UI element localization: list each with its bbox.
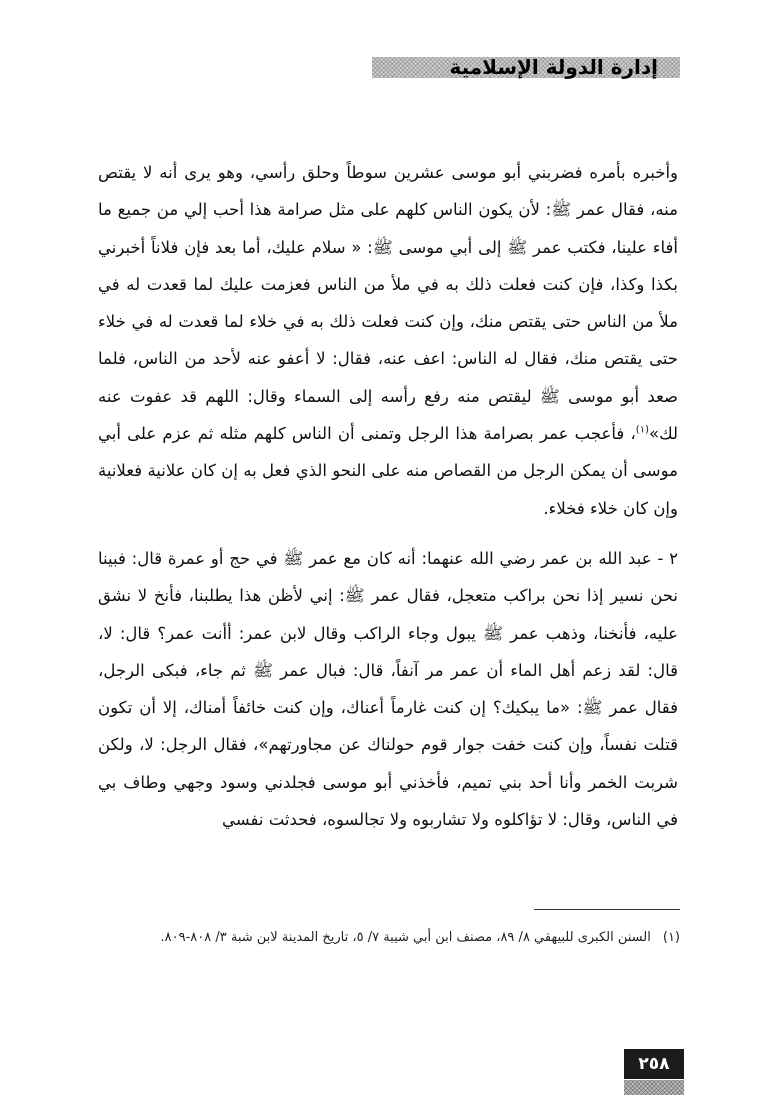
- running-title: إدارة الدولة الإسلامية: [449, 55, 658, 79]
- page-number: ٢٥٨: [624, 1049, 684, 1079]
- footnote-reference[interactable]: (١): [635, 424, 649, 436]
- footnote-separator: [534, 909, 680, 910]
- footnotes: [100, 924, 680, 951]
- main-text: [98, 154, 678, 838]
- paragraph-2: ٢ - عبد الله بن عمر رضي الله عنهما: أنه كان مع عمر ﷺ في حج أو عمرة قال: فبينا نحن نسير إذا نحن براكب متعجل، فقال عمر ﷺ: إني لأظن هذا يطلبنا، فأنخ لا نشق عليه، فأنخنا، وذهب عمر ﷺ يبول وجاء الراكب وقال لابن عمر: أأنت عمر؟ قال: لا، قال: لقد زعم أهل الماء أن عمر مر آنفاً، قال: فبال عمر ﷺ ثم جاء، فبكى الرجل، فقال عمر ﷺ: «ما يبكيك؟ إن كنت غارماً أعناك، وإن كنت خائفاً أمناك، إلا أن تكون قتلت نفساً، وإن كنت خفت جوار قوم حولناك عن مجاورتهم»، فقال الرجل: لا، ولكن شربت الخمر وأنا أحد بني تميم، فأخذني أبو موسى فجلدني وسود وجهي وطاف بي في الناس، وقال: لا تؤاكلوه ولا تشاربوه ولا تجالسوه، فحدثت نفسي: [98, 548, 678, 830]
- footnote-1: [100, 924, 680, 951]
- paragraph-1-text: وأخبره بأمره فضربني أبو موسى عشرين سوطاً وحلق رأسي، وهو يرى أنه لا يقتص منه، فقال عمر ﷺ: لأن يكون الناس كلهم على مثل صرامة هذا أحب إلي من جميع ما أفاء علينا، فكتب عمر ﷺ إلى أبي موسى ﷺ: « سلام عليك، أما بعد فإن فلاناً أخبرني بكذا وكذا، فإن كنت فعلت ذلك به في ملأ من الناس فعزمت عليك لما قعدت له في ملأ من الناس حتى يقتص منك، وإن كنت فعلت ذلك به في خلاء لما قعدت له في خلاء حتى يقتص منك، فقال له الناس: اعف عنه، فقال: لا أعفو عنه لأحد من الناس، فلما صعد أبو موسى ﷺ ليقتص منه رفع رأسه إلى السماء وقال: اللهم قد عفوت عنه لك»: [98, 163, 678, 444]
- page-number-decorative-band: [624, 1080, 684, 1095]
- footnote-text: السنن الكبرى للبيهقي ٨/ ٨٩، مصنف ابن أبي شيبة ٧/ ٥، تاريخ المدينة لابن شبة ٣/ ٨٠٨-٨٠٩.: [160, 930, 651, 945]
- paragraph-1-tail: ، فأعجب عمر بصرامة هذا الرجل وتمنى أن الناس كلهم مثله ثم عزم على أبي موسى أن يمكن الرجل من القصاص منه على النحو الذي فعل به إن كان علانية فعلانية وإن كان خلاء فخلاء.: [98, 424, 678, 518]
- paragraph-1: [98, 154, 678, 527]
- footnote-number: (١): [662, 930, 680, 945]
